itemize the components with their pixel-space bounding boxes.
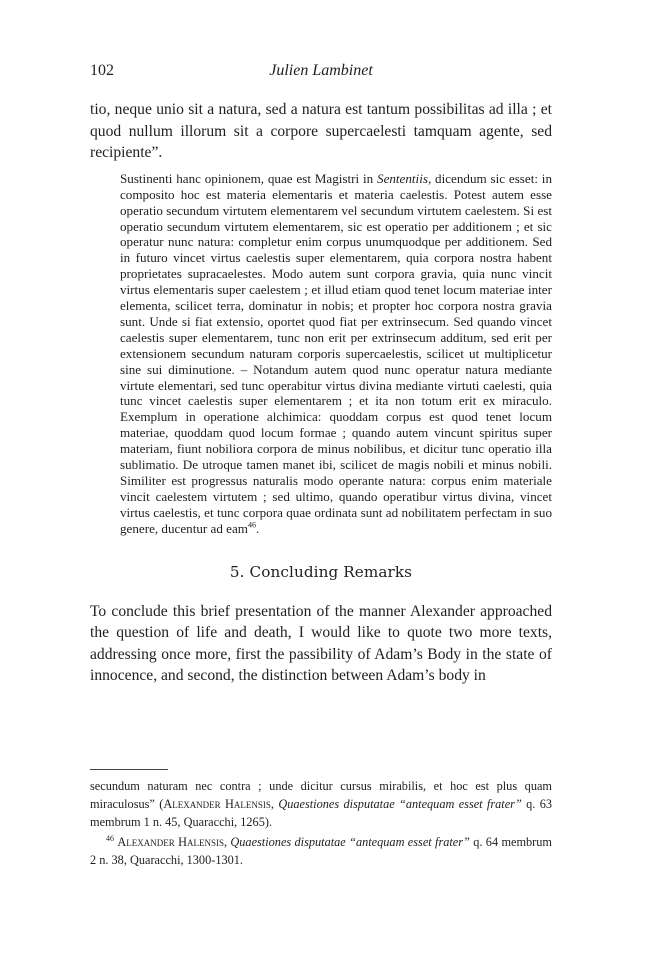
quote-text-end: . [255, 520, 260, 536]
footnote-46 [90, 833, 552, 869]
section-heading: 5. Concluding Remarks [229, 562, 413, 581]
footnote-title: Quaestiones disputatae “antequam esset frater” [278, 797, 522, 811]
quote-text-start: Sustinenti hanc opinionem, quae est Magistri in [120, 170, 378, 186]
footnote-number-46: 46 [106, 833, 114, 843]
footnote-46-author: Alexander Halensis [117, 835, 224, 849]
footnote-46-citation: q. 64 membrum 2 n. 38, Quaracchi, 1300-1301. [90, 835, 552, 867]
intro-paragraph: tio, neque unio sit a natura, sed a natura est tantum possibilitas ad illa ; et quod nullum illorum sit a corpore supercaelesti tamquam agente, sed recipiente”. [90, 101, 552, 162]
quote-italic-title: Sententiis [377, 170, 428, 186]
footnote-46-title: Quaestiones disputatae “antequam esset frater” [230, 835, 470, 849]
footnote-separator: , [270, 797, 279, 811]
page-number: 102 [90, 62, 114, 79]
quote-text-body: , dicendum sic esset: in composito hoc est materia elementaris et materia caelestis. Potest autem esse operatio secundum virtutem elementarem vel secundum virtutem caelestem. Si est operatio secundum virtutem elementarem, sic est operatio per additionem ; et sic operatur nunc natura: completur enim corpus unumquodque per additionem. Sed in futuro vincet virtus caelestis super elementarem, quia corpora nostra habent proprietates supracaelestes. Modo autem sunt corpora gravia, quia nunc vincit virtus elementaris super caelestem ; et illud etiam quod tenet locum materiae inter elementa, scilicet terra, dominatur in nobis; et propter hoc corpora nostra gravia sunt. Unde si fiat extensio, oportet quod fiat per extrinsecum. Sed quando vincet caelestis super elementarem, tunc non erit per extrinsecum additum, sed erit per extensionem secundum naturam corporis supercaelestis, scilicet ut multiplicetur sine sui diminutione. – Notandum autem quod nunc operatur natura mediante virtute elementari, sed tunc operabitur virtus divina mediante virtuti caelesti, quia tunc vincet caelestis super elementarem ; et ita non totum erit ex miraculo. Exemplum in operatione alchimica: quoddam corpus est quod tenet locum materiae, quoddam quod locum formae ; quando autem vincunt spiritus super materiam, fiunt nobiliora corpora de minus nobilibus, et dicitur tunc operatio illa sublimatio. De utroque tamen manet ibi, scilicet de magis nobili et minus nobili. Similiter est progressus naturalis modo operante natura: corpus enim materiale vincit caelestem virtutem ; sed ultimo, quando operatibur virtus divina, vincet virtus caelestis, et tunc corpora quae ordinata sunt ad nobilitatem perfectam in suo genere, ducentur ad eam [120, 170, 552, 536]
footnote-continued [90, 777, 552, 831]
conclusion-paragraph: To conclude this brief presentation of the manner Alexander approached the question of life and death, I would like to quote two more texts, addressing once more, first the passibility of Adam’s Body in the state of innocence, and second, the distinction between Adam’s body in [90, 602, 552, 685]
footnote-author: Alexander Halensis [163, 797, 271, 811]
footnote-continued-text: secundum naturam nec contra ; unde dicitur cursus mirabilis, et hoc est plus quam miraculosus” ( [90, 779, 552, 811]
footnote-divider [90, 769, 168, 770]
page-header [90, 62, 552, 84]
running-head: Julien Lambinet [269, 62, 373, 79]
footnote-ref-46[interactable]: 46 [247, 520, 256, 530]
footnote-46-separator: , [223, 835, 231, 849]
block-quote [120, 171, 552, 537]
footnotes [90, 777, 552, 869]
main-text [90, 99, 552, 687]
footnote-citation: q. 63 membrum 1 n. 45, Quaracchi, 1265). [90, 797, 552, 829]
